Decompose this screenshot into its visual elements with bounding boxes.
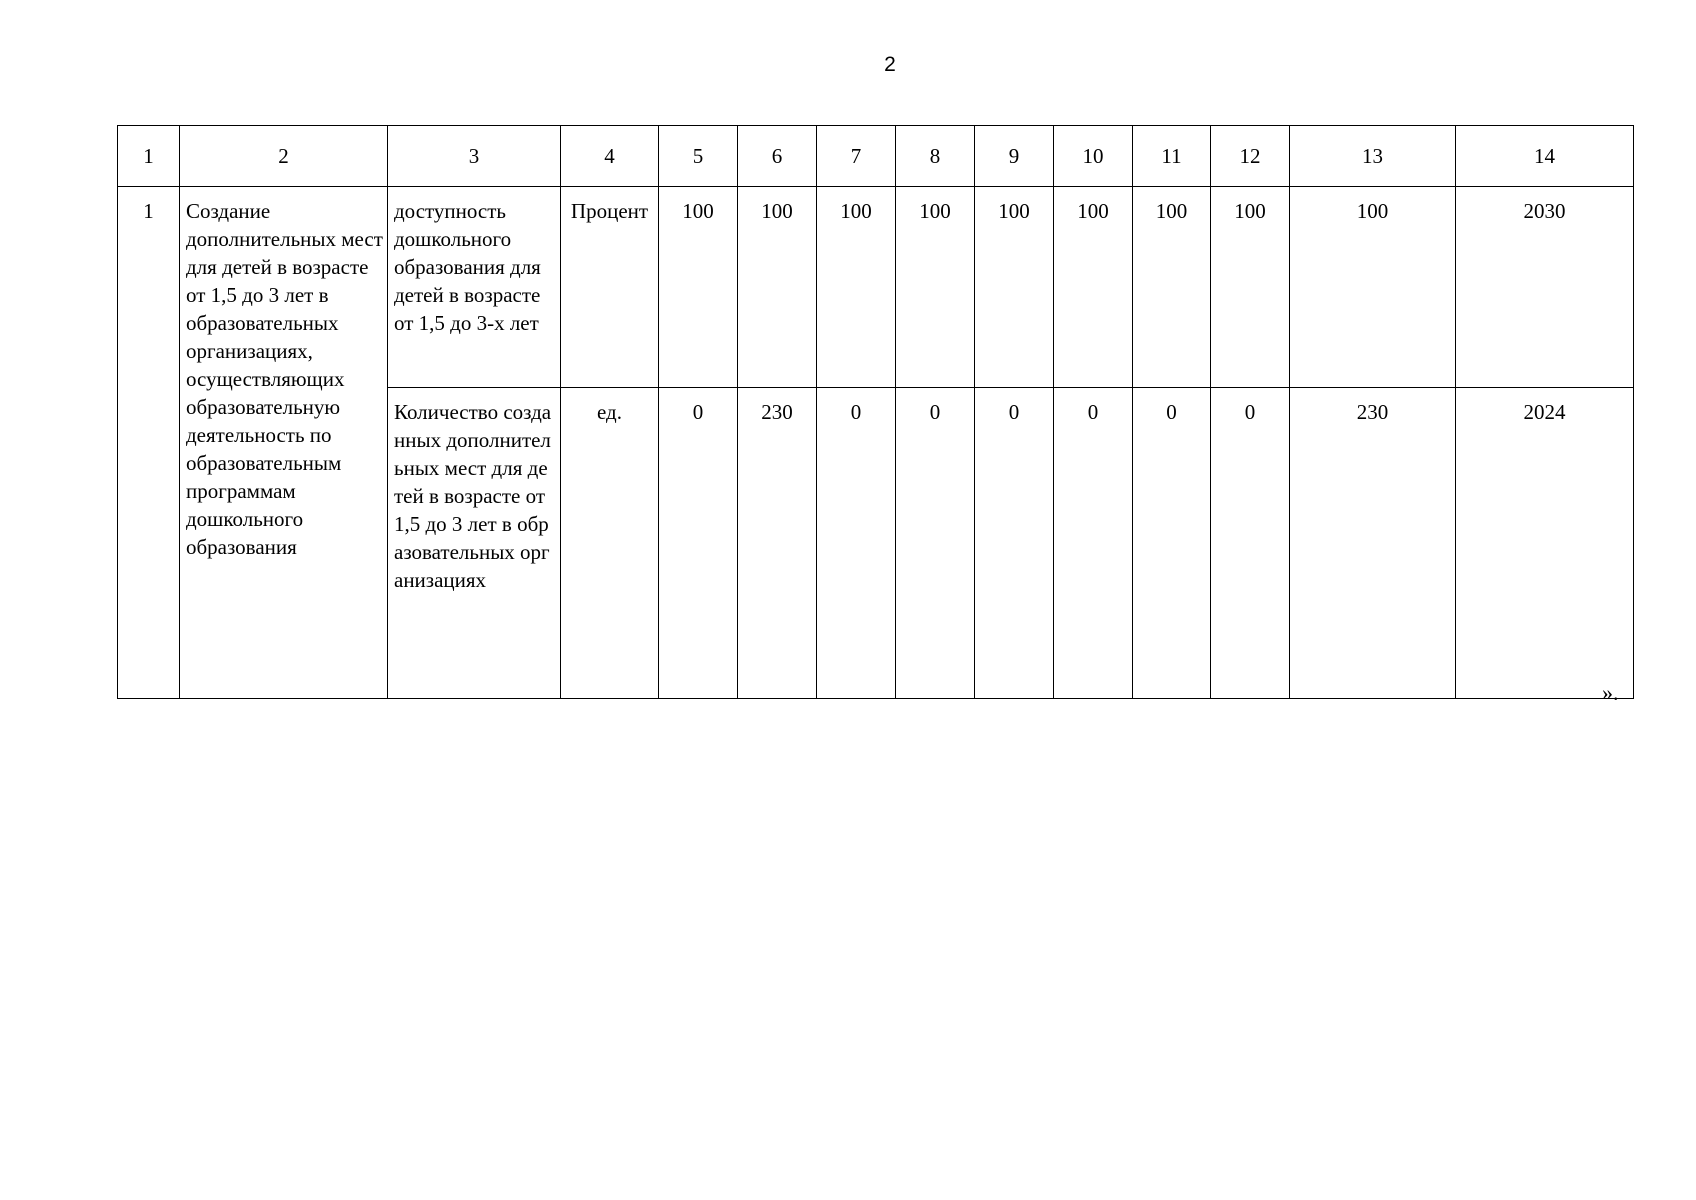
total-cell: 230: [1290, 388, 1456, 699]
value-cell: 0: [1054, 388, 1133, 699]
header-cell: 13: [1290, 126, 1456, 187]
header-cell: 10: [1054, 126, 1133, 187]
value-cell: 0: [896, 388, 975, 699]
value-cell: 0: [1133, 388, 1211, 699]
value-cell: 100: [738, 187, 817, 388]
header-cell: 3: [388, 126, 561, 187]
header-cell: 11: [1133, 126, 1211, 187]
header-cell: 8: [896, 126, 975, 187]
table-header-row: [118, 126, 1634, 187]
table-row: [118, 187, 1634, 388]
closing-quote: ».: [1602, 680, 1619, 705]
header-cell: 12: [1211, 126, 1290, 187]
header-cell: 4: [561, 126, 659, 187]
value-cell: 100: [896, 187, 975, 388]
value-cell: 0: [975, 388, 1054, 699]
total-cell: 100: [1290, 187, 1456, 388]
header-cell: 6: [738, 126, 817, 187]
value-cell: 0: [817, 388, 896, 699]
value-cell: 100: [1211, 187, 1290, 388]
indicator-name-cell: Количество созданных дополнительных мест для детей в возрасте от 1,5 до 3 лет в образовательных организациях: [388, 388, 561, 699]
header-cell: 5: [659, 126, 738, 187]
header-cell: 14: [1456, 126, 1634, 187]
header-cell: 9: [975, 126, 1054, 187]
value-cell: 0: [1211, 388, 1290, 699]
header-cell: 2: [180, 126, 388, 187]
indicators-table: [117, 125, 1634, 699]
year-cell: 2030: [1456, 187, 1634, 388]
value-cell: 100: [817, 187, 896, 388]
row-number-cell: 1: [118, 187, 180, 699]
value-cell: 100: [1133, 187, 1211, 388]
value-cell: 100: [1054, 187, 1133, 388]
header-cell: 7: [817, 126, 896, 187]
value-cell: 230: [738, 388, 817, 699]
value-cell: 100: [975, 187, 1054, 388]
value-cell: 0: [659, 388, 738, 699]
unit-cell: Процент: [561, 187, 659, 388]
unit-cell: ед.: [561, 388, 659, 699]
event-cell: Создание дополнительных мест для детей в возрасте от 1,5 до 3 лет в образовательных организациях, осуществляющих образовательную деятельность по образовательным программам дошкольного образования: [180, 187, 388, 699]
page-number: 2: [884, 53, 896, 76]
year-cell: 2024: [1456, 388, 1634, 699]
value-cell: 100: [659, 187, 738, 388]
header-cell: 1: [118, 126, 180, 187]
indicator-name-cell: доступность дошкольного образования для детей в возрасте от 1,5 до 3-х лет: [388, 187, 561, 388]
